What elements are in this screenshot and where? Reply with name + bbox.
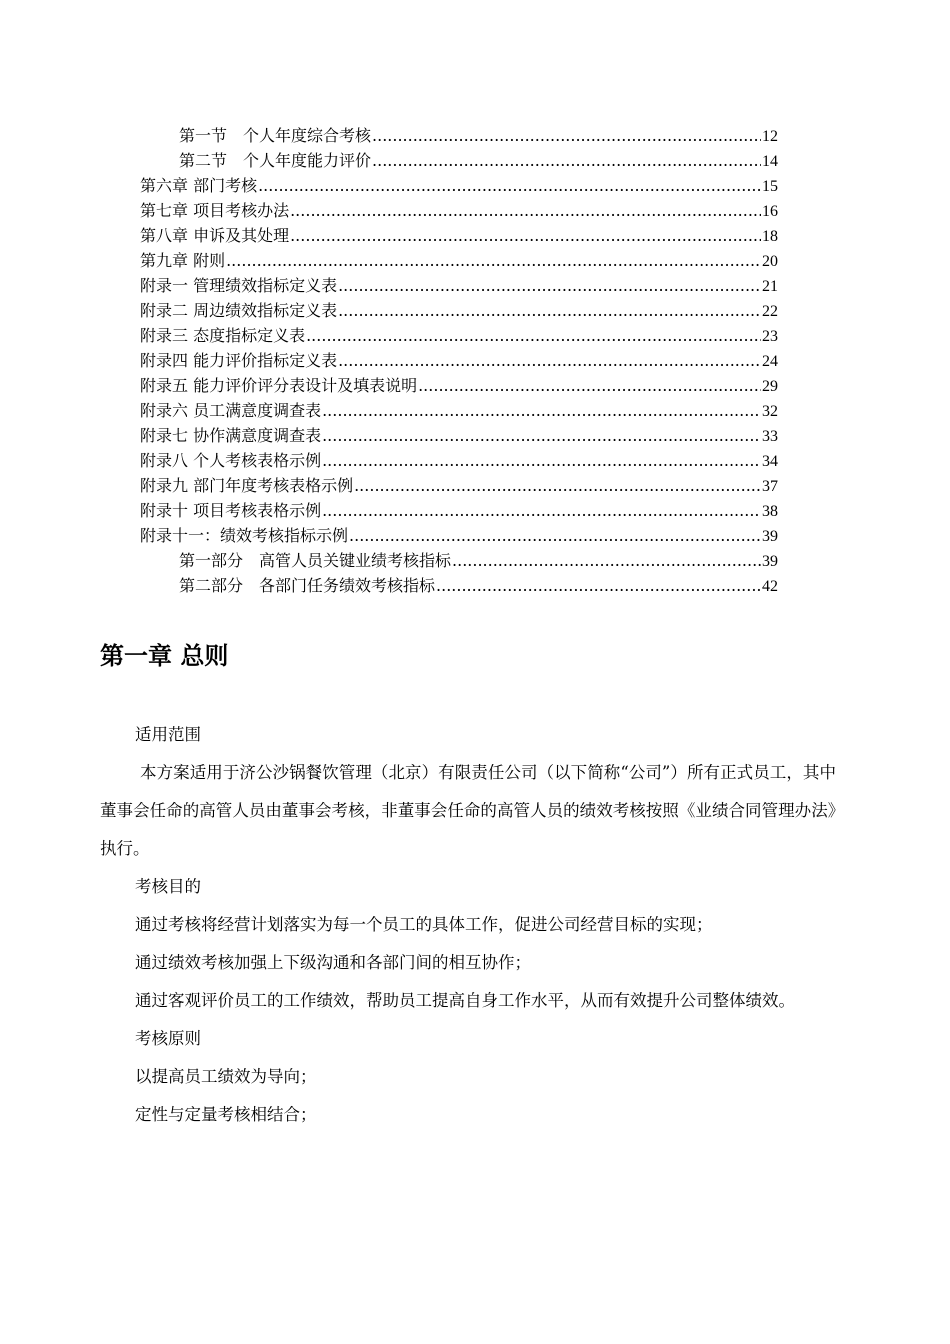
toc-entry-page: 22 [762, 303, 778, 320]
toc-entry-label: 第六章 部门考核 [140, 176, 258, 195]
toc-entry-label: 第二节 个人年度能力评价 [179, 151, 372, 170]
toc-entry[interactable] [140, 473, 778, 498]
toc-entry-page: 34 [762, 453, 778, 470]
toc-dot-leader [338, 273, 761, 298]
purpose-heading: 考核目的 [135, 877, 201, 896]
toc-entry-page: 42 [762, 578, 778, 595]
toc-entry-page: 20 [762, 253, 778, 270]
toc-entry-label: 附录十一：绩效考核指标示例 [140, 526, 349, 545]
toc-entry-page: 29 [762, 378, 778, 395]
toc-entry-page: 39 [762, 553, 778, 570]
toc-entry-label: 第一节 个人年度综合考核 [179, 126, 372, 145]
toc-entry-label: 第七章 项目考核办法 [140, 201, 290, 220]
toc-entry-label: 第九章 附则 [140, 251, 226, 270]
toc-entry[interactable] [140, 573, 778, 598]
toc-entry-page: 23 [762, 328, 778, 345]
toc-dot-leader [338, 298, 761, 323]
toc-dot-leader [322, 423, 761, 448]
toc-entry[interactable] [140, 498, 778, 523]
toc-entry[interactable] [140, 148, 778, 173]
toc-entry[interactable] [140, 523, 778, 548]
toc-dot-leader [258, 173, 761, 198]
toc-dot-leader [226, 248, 761, 273]
toc-dot-leader [354, 473, 761, 498]
toc-dot-leader [436, 573, 761, 598]
toc-entry-label: 附录五 能力评价评分表设计及填表说明 [140, 376, 418, 395]
toc-entry[interactable] [140, 423, 778, 448]
toc-entry-label: 附录一 管理绩效指标定义表 [140, 276, 338, 295]
toc-entry-page: 33 [762, 428, 778, 445]
toc-entry-label: 附录十 项目考核表格示例 [140, 501, 322, 520]
table-of-contents [140, 123, 778, 598]
purpose-item: 通过绩效考核加强上下级沟通和各部门间的相互协作； [135, 953, 531, 972]
toc-dot-leader [290, 223, 761, 248]
toc-entry-page: 18 [762, 228, 778, 245]
chapter-body [100, 716, 836, 1134]
toc-entry[interactable] [140, 173, 778, 198]
toc-entry-page: 16 [762, 203, 778, 220]
toc-entry-page: 15 [762, 178, 778, 195]
toc-entry-label: 第一部分 高管人员关键业绩考核指标 [179, 551, 452, 570]
toc-entry[interactable] [140, 298, 778, 323]
toc-entry-label: 附录八 个人考核表格示例 [140, 451, 322, 470]
toc-dot-leader [306, 323, 761, 348]
toc-entry[interactable] [140, 348, 778, 373]
toc-dot-leader [372, 123, 761, 148]
principle-item: 以提高员工绩效为导向； [135, 1067, 317, 1086]
toc-entry-label: 附录九 部门年度考核表格示例 [140, 476, 354, 495]
toc-dot-leader [322, 448, 761, 473]
toc-entry[interactable] [140, 448, 778, 473]
toc-dot-leader [452, 548, 761, 573]
toc-dot-leader [322, 398, 761, 423]
toc-entry-label: 第八章 申诉及其处理 [140, 226, 290, 245]
scope-paragraph: 本方案适用于济公沙锅餐饮管理（北京）有限责任公司（以下简称“公司”）所有正式员工，其中董事会任命的高管人员由董事会考核，非董事会任命的高管人员的绩效考核按照《业绩合同管理办法》执行。 [100, 763, 836, 858]
scope-heading: 适用范围 [135, 725, 201, 744]
toc-dot-leader [372, 148, 761, 173]
purpose-item: 通过考核将经营计划落实为每一个员工的具体工作，促进公司经营目标的实现； [135, 915, 713, 934]
toc-entry-label: 附录七 协作满意度调查表 [140, 426, 322, 445]
toc-entry-page: 14 [762, 153, 778, 170]
toc-entry[interactable] [140, 273, 778, 298]
toc-dot-leader [322, 498, 761, 523]
toc-entry-page: 21 [762, 278, 778, 295]
toc-entry[interactable] [140, 398, 778, 423]
toc-dot-leader [418, 373, 761, 398]
chapter-title: 第一章 总则 [100, 642, 229, 670]
toc-entry[interactable] [140, 373, 778, 398]
toc-dot-leader [349, 523, 761, 548]
toc-entry-label: 第二部分 各部门任务绩效考核指标 [179, 576, 436, 595]
principle-item: 定性与定量考核相结合； [135, 1105, 317, 1124]
toc-entry[interactable] [140, 248, 778, 273]
toc-entry[interactable] [140, 223, 778, 248]
toc-entry-label: 附录二 周边绩效指标定义表 [140, 301, 338, 320]
toc-entry-page: 12 [762, 128, 778, 145]
principle-heading: 考核原则 [135, 1029, 201, 1048]
toc-entry-page: 32 [762, 403, 778, 420]
toc-entry-page: 37 [762, 478, 778, 495]
toc-entry-page: 24 [762, 353, 778, 370]
toc-entry-label: 附录六 员工满意度调查表 [140, 401, 322, 420]
toc-entry[interactable] [140, 548, 778, 573]
toc-entry-page: 39 [762, 528, 778, 545]
toc-entry-label: 附录四 能力评价指标定义表 [140, 351, 338, 370]
toc-dot-leader [290, 198, 761, 223]
toc-entry[interactable] [140, 123, 778, 148]
toc-dot-leader [338, 348, 761, 373]
toc-entry[interactable] [140, 198, 778, 223]
toc-entry-page: 38 [762, 503, 778, 520]
purpose-item: 通过客观评价员工的工作绩效，帮助员工提高自身工作水平，从而有效提升公司整体绩效。 [135, 991, 795, 1010]
toc-entry-label: 附录三 态度指标定义表 [140, 326, 306, 345]
toc-entry[interactable] [140, 323, 778, 348]
